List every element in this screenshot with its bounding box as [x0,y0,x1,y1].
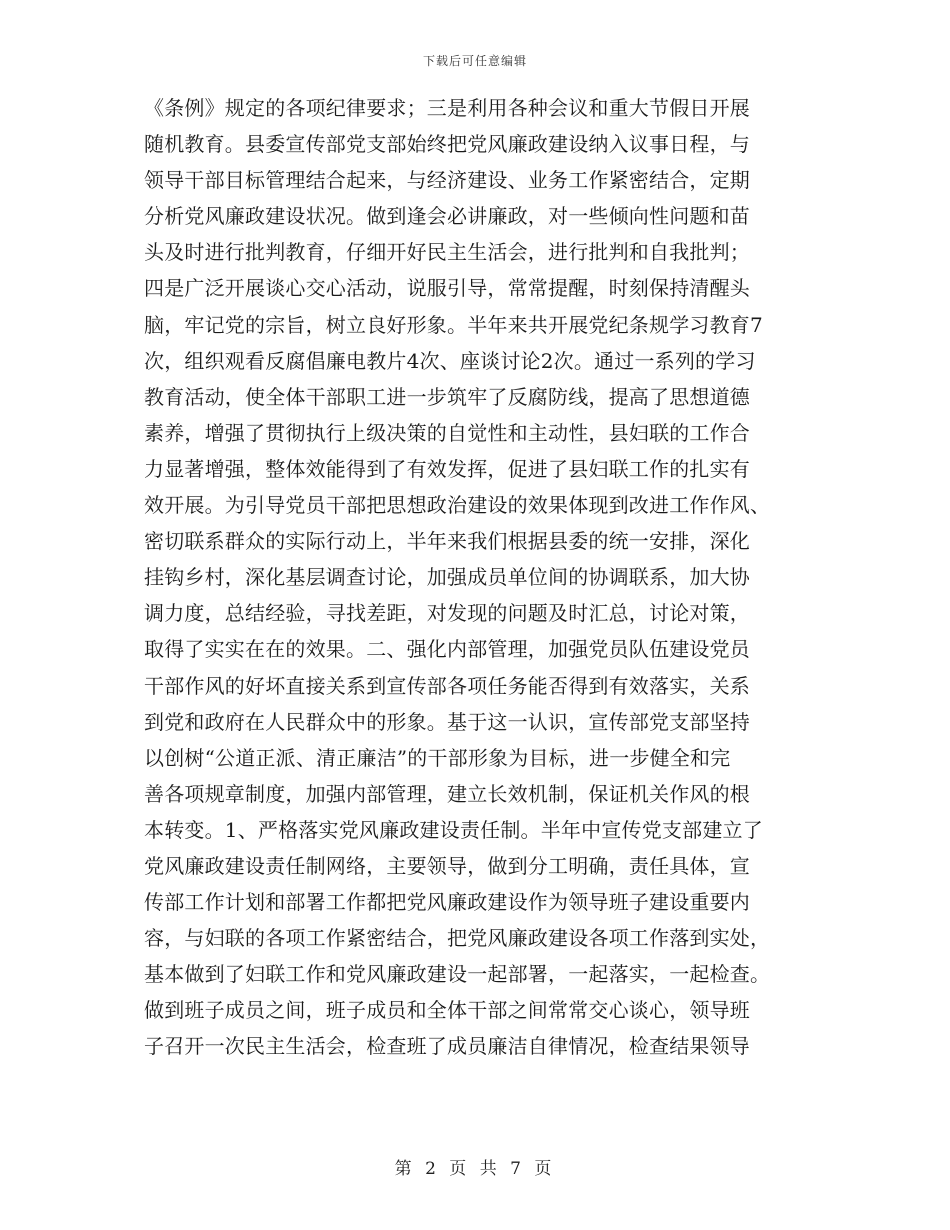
text-line: 教育活动，使全体干部职工进一步筑牢了反腐防线，提高了思想道德 [144,384,750,409]
text-line: 领导干部目标管理结合起来，与经济建设、业务工作紧密结合，定期 [144,168,750,193]
text-line: 取得了实实在在的效果。二、强化内部管理，加强党员队伍建设党员 [144,637,750,662]
text-line: 密切联系群众的实际行动上，半年来我们根据县委的统一安排，深化 [144,529,750,554]
text-line: 善各项规章制度，加强内部管理，建立长效机制，保证机关作风的根 [144,781,750,806]
text-line: 四是广泛开展谈心交心活动，说服引导，常常提醒，时刻保持清醒头 [144,276,750,301]
text-line: 素养，增强了贯彻执行上级决策的自觉性和主动性，县妇联的工作合 [144,420,750,445]
text-line: 干部作风的好坏直接关系到宣传部各项任务能否得到有效落实，关系 [144,673,750,698]
text-line: 力显著增强，整体效能得到了有效发挥，促进了县妇联工作的扎实有 [144,456,750,481]
body-text [144,90,814,1065]
text-line: 分析党风廉政建设状况。做到逢会必讲廉政，对一些倾向性问题和苗 [144,204,750,229]
text-line: 随机教育。县委宣传部党支部始终把党风廉政建设纳入议事日程，与 [144,132,750,157]
text-line: 传部工作计划和部署工作都把党风廉政建设作为领导班子建设重要内 [144,890,750,915]
text-line: 脑，牢记党的宗旨，树立良好形象。半年来共开展党纪条规学习教育7 [144,312,763,337]
text-line: 效开展。为引导党员干部把思想政治建设的效果体现到改进工作作风、 [144,493,771,518]
text-line: 挂钩乡村，深化基层调查讨论，加强成员单位间的协调联系，加大协 [144,565,750,590]
text-line: 调力度，总结经验，寻找差距，对发现的问题及时汇总，讨论对策， [144,601,750,626]
text-line: 做到班子成员之间，班子成员和全体干部之间常常交心谈心，领导班 [144,998,750,1023]
text-line: 容，与妇联的各项工作紧密结合，把党风廉政建设各项工作落到实处， [144,926,771,951]
page-header: 下载后可任意编辑 [422,54,527,68]
text-line: 次，组织观看反腐倡廉电教片4次、座谈讨论2次。通过一系列的学习 [144,348,756,373]
text-line: 《条例》规定的各项纪律要求；三是利用各种会议和重大节假日开展 [144,96,750,120]
text-line: 子召开一次民主生活会，检查班了成员廉洁自律情况，检查结果领导 [144,1034,750,1059]
text-line: 以创树“公道正派、清正廉洁”的干部形象为目标，进一步健全和完 [144,745,731,770]
page-footer: 第 2 页 共 7 页 [394,1159,556,1179]
text-line: 基本做到了妇联工作和党风廉政建设一起部署，一起落实，一起检查。 [144,962,771,987]
text-line: 到党和政府在人民群众中的形象。基于这一认识，宣传部党支部坚持 [144,709,750,734]
text-line: 党风廉政建设责任制网络，主要领导，做到分工明确，责任具体，宣 [144,853,750,878]
text-line: 本转变。1、严格落实党风廉政建设责任制。半年中宣传党支部建立了 [144,817,763,842]
text-line: 头及时进行批判教育，仔细开好民主生活会，进行批判和自我批判； [144,240,750,265]
